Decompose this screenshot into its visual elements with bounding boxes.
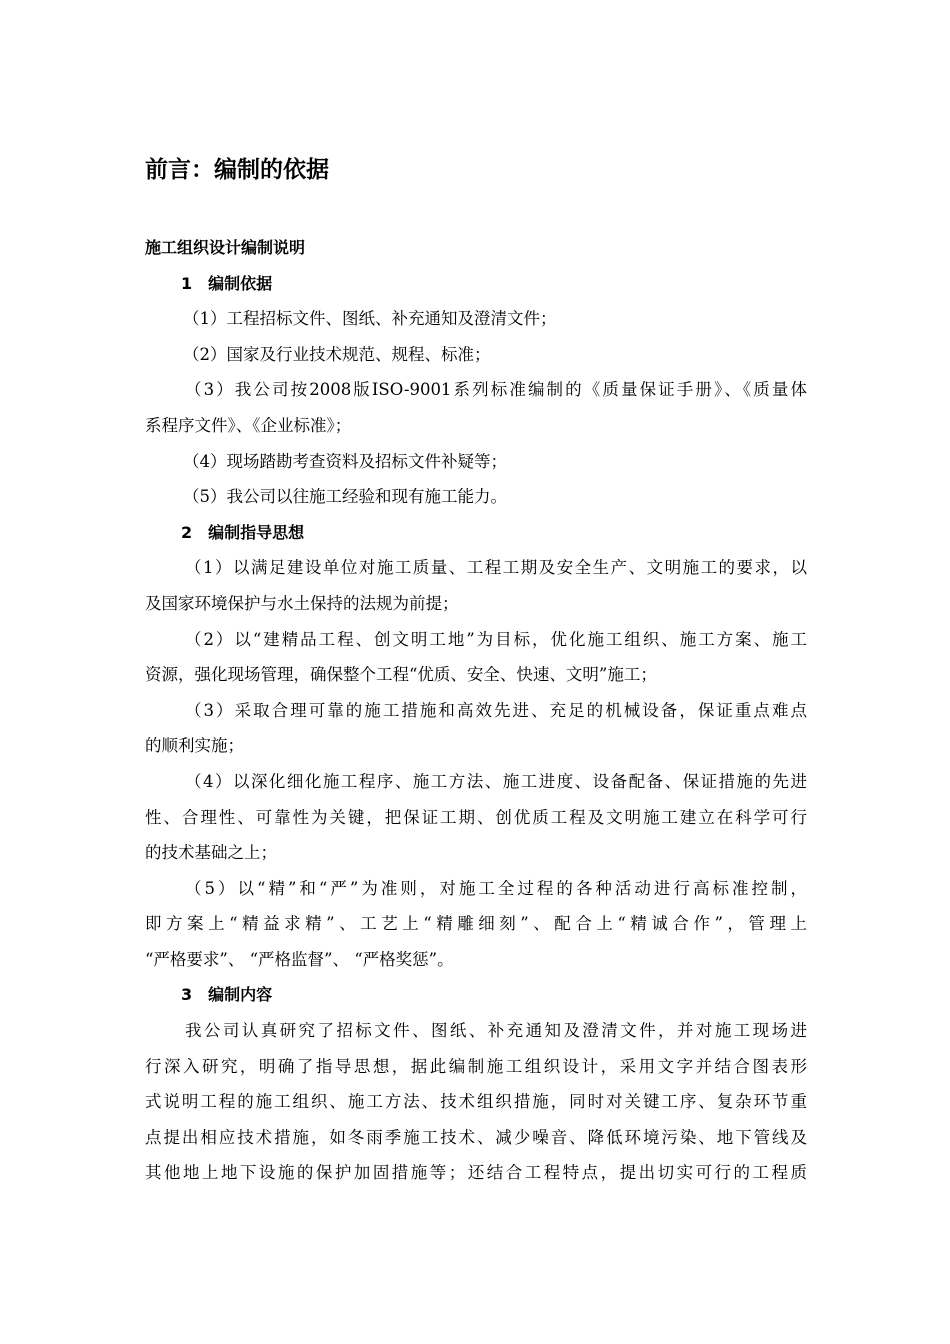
heading-content: 3 编制内容 (181, 985, 273, 1005)
guide-item-2-line-2: 资源，强化现场管理，确保整个工程“优质、安全、快速、文明”施工； (145, 665, 657, 685)
basis-item-1: （1）工程招标文件、图纸、补充通知及澄清文件； (183, 309, 557, 329)
guide-item-5-line-1: （5）以“精”和“严”为准则，对施工全过程的各种活动进行高标准控制， (185, 878, 807, 898)
content-paragraph-line-3: 式说明工程的施工组织、施工方法、技术组织措施，同时对关键工序、复杂环节重 (145, 1092, 807, 1112)
guide-item-1-line-2: 及国家环境保护与水土保持的法规为前提； (145, 593, 459, 613)
guide-item-1-line-1: （1）以满足建设单位对施工质量、工程工期及安全生产、文明施工的要求，以 (185, 558, 807, 578)
section-heading: 施工组织设计编制说明 (145, 238, 306, 257)
content-paragraph-line-4: 点提出相应技术措施，如冬雨季施工技术、减少噪音、降低环境污染、地下管线及 (145, 1127, 807, 1147)
guide-item-4-line-1: （4）以深化细化施工程序、施工方法、施工进度、设备配备、保证措施的先进 (185, 771, 807, 791)
content-paragraph-line-5: 其他地上地下设施的保护加固措施等；还结合工程特点，提出切实可行的工程质 (145, 1163, 807, 1183)
basis-item-4: （4）现场踏勘考查资料及招标文件补疑等； (183, 451, 507, 471)
guide-item-4-line-2: 性、合理性、可靠性为关键，把保证工期、创优质工程及文明施工建立在科学可行 (145, 807, 807, 827)
heading-basis: 1 编制依据 (181, 273, 273, 293)
basis-item-3-line-1: （3）我公司按2008版ISO-9001系列标准编制的《质量保证手册》、《质量体 (185, 380, 807, 400)
guide-item-3-line-1: （3）采取合理可靠的施工措施和高效先进、充足的机械设备，保证重点难点 (185, 700, 807, 720)
content-paragraph-line-2: 行深入研究，明确了指导思想，据此编制施工组织设计，采用文字并结合图表形 (145, 1056, 807, 1076)
basis-item-5: （5）我公司以往施工经验和现有施工能力。 (183, 487, 507, 507)
guide-item-5-line-2: 即方案上“精益求精”、工艺上“精雕细刻”、配合上“精诚合作”，管理上 (145, 914, 807, 934)
document-body (145, 230, 807, 1191)
basis-item-3-line-2: 系程序文件》、《企业标准》； (145, 415, 352, 435)
content-paragraph-line-1: 我公司认真研究了招标文件、图纸、补充通知及澄清文件，并对施工现场进 (185, 1021, 807, 1041)
guide-item-2-line-1: （2）以“建精品工程、创文明工地”为目标，优化施工组织、施工方案、施工 (185, 629, 807, 649)
heading-guiding-ideas: 2 编制指导思想 (181, 522, 305, 542)
page-title: 前言：编制的依据 (145, 157, 329, 183)
guide-item-4-line-3: 的技术基础之上； (145, 843, 277, 863)
guide-item-5-line-3: “严格要求”、 “严格监督”、 “严格奖惩”。 (145, 949, 454, 969)
basis-item-2: （2）国家及行业技术规范、规程、标准； (183, 344, 491, 364)
guide-item-3-line-2: 的顺利实施； (145, 736, 244, 756)
